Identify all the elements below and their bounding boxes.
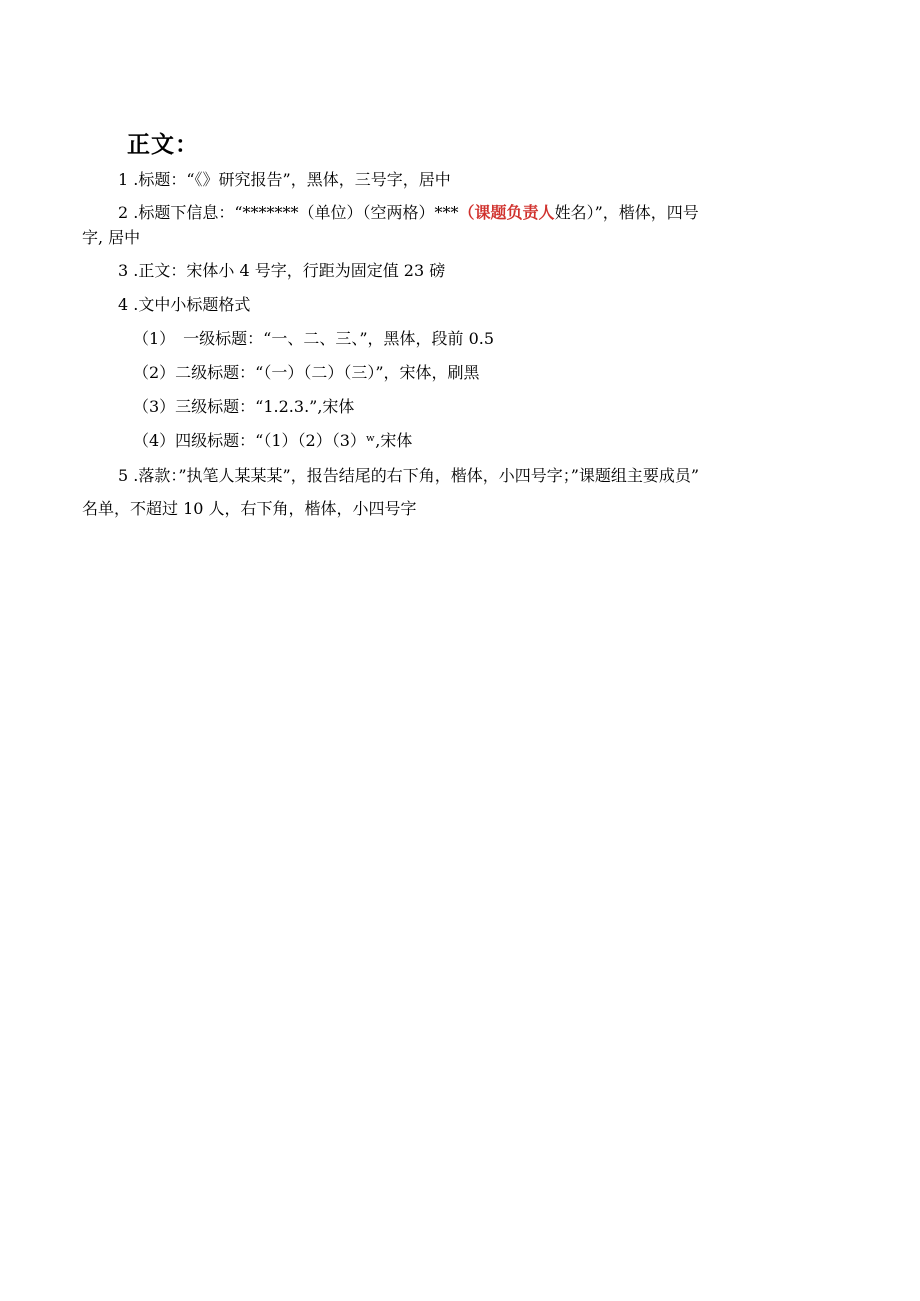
item-title-format: 1 .标题：“《》研究报告”，黑体，三号字，居中 (118, 170, 451, 189)
item-signature-format: 5 .落款：”执笔人某某某”，报告结尾的右下角，楷体，小四号字；”课题组主要成员” (118, 466, 700, 485)
item-level1-heading: （1） 一级标题：“一、二、三、”，黑体，段前 0.5 (133, 329, 495, 348)
item-subtitle-info-text: 2 .标题下信息：“*******（单位）（空两格）*** (118, 203, 459, 222)
item-subtitle-info-highlight: （课题负责人 (458, 203, 555, 222)
item-subtitle-info-text-end: 姓名）”，楷体，四号 (554, 203, 699, 222)
item-subheading-format: 4 .文中小标题格式 (118, 295, 251, 314)
item-subtitle-info-continued: 字, 居中 (82, 228, 141, 247)
item-level2-heading: （2）二级标题：“（一）（二）（三）”，宋体，刷黑 (133, 363, 480, 382)
item-level3-heading: （3）三级标题：“1.2.3.”,宋体 (133, 397, 355, 416)
item-subtitle-info (118, 203, 699, 223)
item-signature-format-continued: 名单，不超过 10 人，右下角，楷体，小四号字 (82, 499, 417, 518)
item-body-format: 3 .正文：宋体小 4 号字，行距为固定值 23 磅 (118, 261, 446, 280)
item-level4-heading: （4）四级标题：“（1）（2）（3）ʷ,宋体 (133, 431, 413, 450)
section-heading: 正文： (127, 132, 199, 158)
